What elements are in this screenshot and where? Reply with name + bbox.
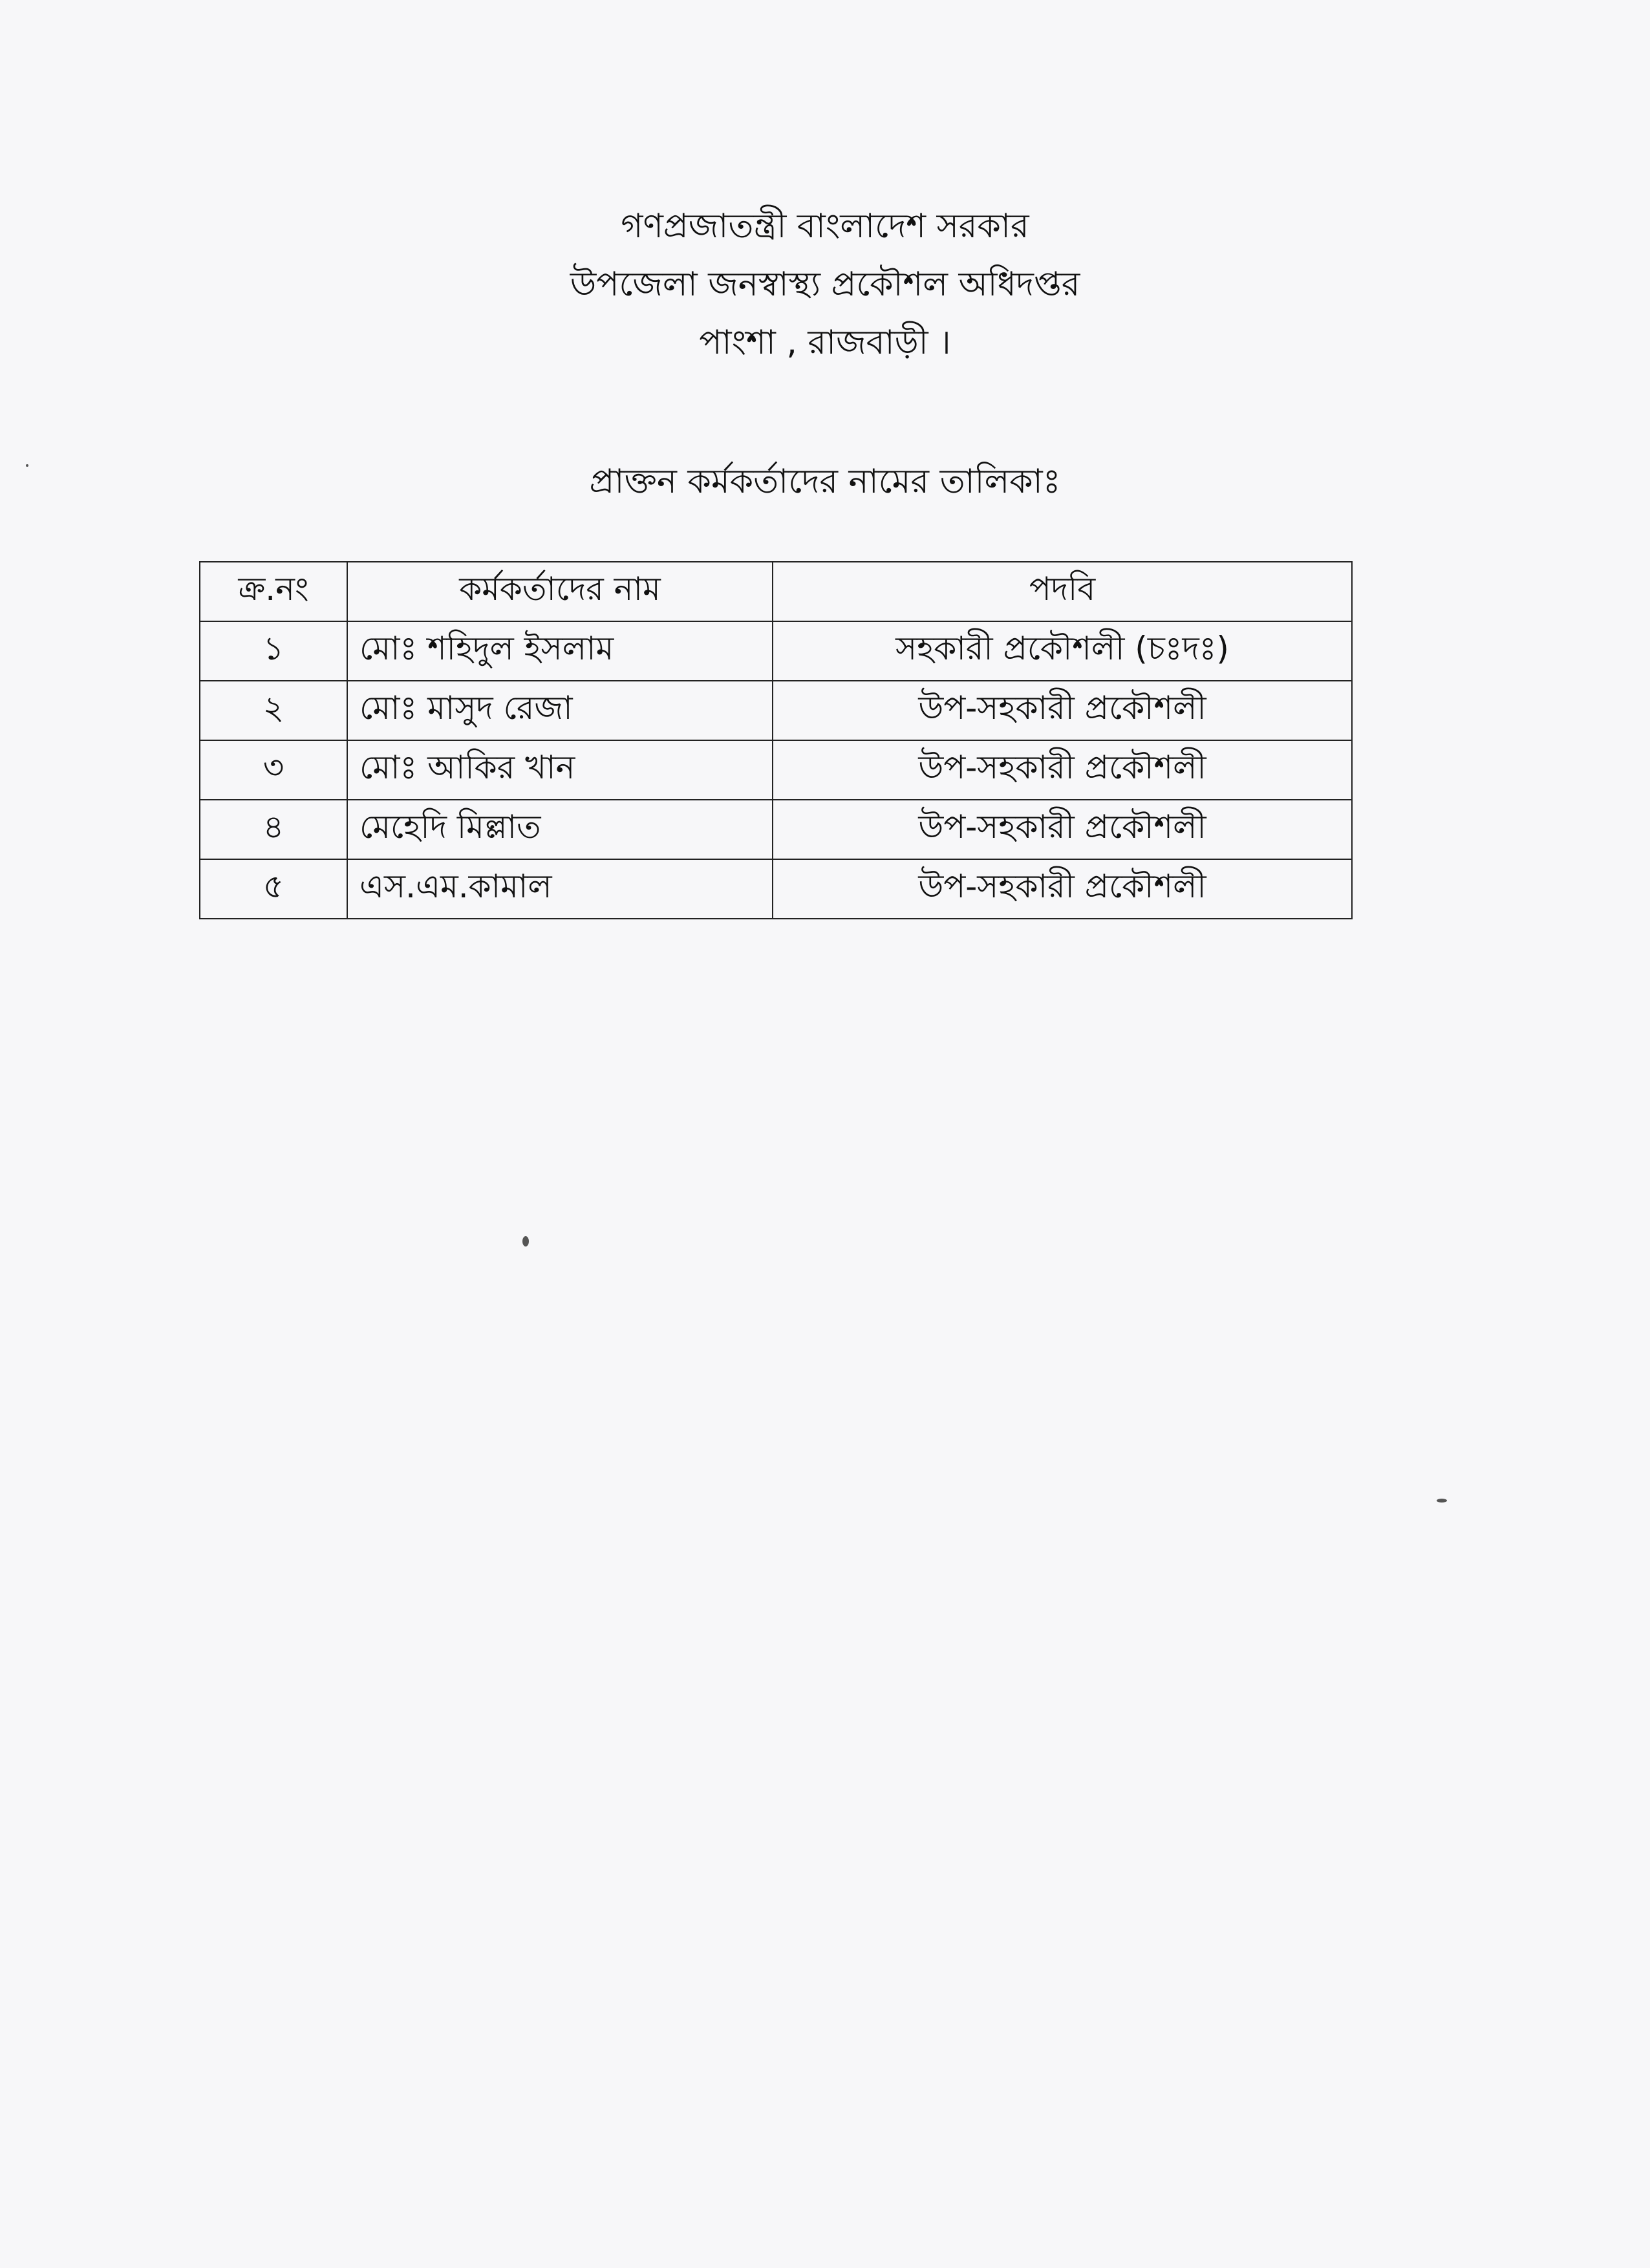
header-name: কর্মকর্তাদের নাম <box>347 562 773 621</box>
row-designation: উপ-সহকারী প্রকৌশলী <box>773 800 1352 859</box>
row-name: মেহেদি মিল্লাত <box>347 800 773 859</box>
row-serial: ৪ <box>200 800 347 859</box>
scan-speck <box>26 464 28 467</box>
row-designation: উপ-সহকারী প্রকৌশলী <box>773 859 1352 919</box>
table-row <box>200 800 1352 859</box>
row-designation: সহকারী প্রকৌশলী (চঃদঃ) <box>773 621 1352 681</box>
row-name: মোঃ আকির খান <box>347 740 773 800</box>
row-name: মোঃ মাসুদ রেজা <box>347 681 773 740</box>
row-name: মোঃ শহিদুল ইসলাম <box>347 621 773 681</box>
header-location: পাংশা , রাজবাড়ী । <box>699 323 951 362</box>
header-department: উপজেলা জনস্বাস্থ্য প্রকৌশল অধিদপ্তর <box>570 265 1080 304</box>
scan-speck <box>522 1236 529 1246</box>
row-serial: ৫ <box>200 859 347 919</box>
row-designation: উপ-সহকারী প্রকৌশলী <box>773 740 1352 800</box>
header-designation: পদবি <box>773 562 1352 621</box>
row-serial: ৩ <box>200 740 347 800</box>
table-row <box>200 621 1352 681</box>
row-serial: ২ <box>200 681 347 740</box>
former-officers-table <box>199 561 1353 919</box>
table-row <box>200 681 1352 740</box>
table-row <box>200 859 1352 919</box>
table-header-row <box>200 562 1352 621</box>
scan-speck <box>1437 1499 1447 1503</box>
list-title: প্রাক্তন কর্মকর্তাদের নামের তালিকাঃ <box>589 462 1061 501</box>
header-government: গণপ্রজাতন্ত্রী বাংলাদেশ সরকার <box>621 207 1029 246</box>
row-name: এস.এম.কামাল <box>347 859 773 919</box>
table-row <box>200 740 1352 800</box>
header-serial: ক্র.নং <box>200 562 347 621</box>
office-header <box>0 197 1650 372</box>
row-serial: ১ <box>200 621 347 681</box>
row-designation: উপ-সহকারী প্রকৌশলী <box>773 681 1352 740</box>
